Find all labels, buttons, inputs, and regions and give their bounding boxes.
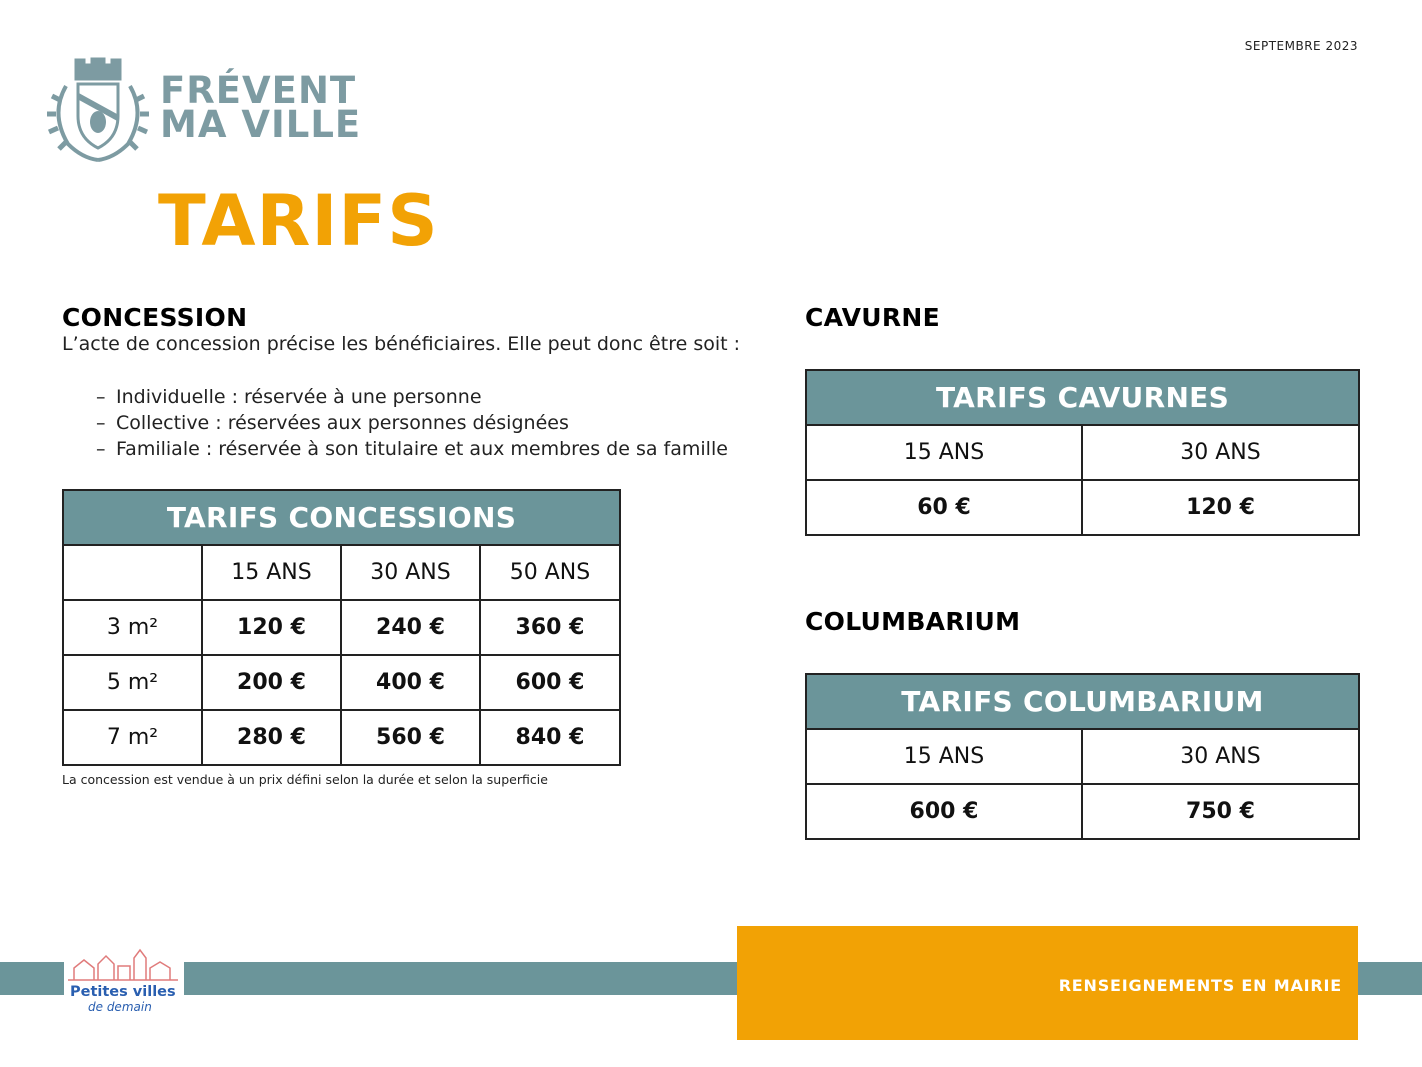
table-cell: 240 € [341, 600, 480, 655]
list-item: – Familiale : réservée à son titulaire et aux membres de sa famille [96, 438, 728, 460]
table-cell [63, 545, 202, 600]
table-header-row [806, 425, 1359, 480]
table-row [63, 710, 620, 765]
table-cell: 15 ANS [806, 729, 1082, 784]
table-header-row [806, 729, 1359, 784]
table-row [806, 784, 1359, 839]
table-cell: 600 € [480, 655, 620, 710]
coat-of-arms-icon [46, 56, 150, 166]
logo-line-1: FRÉVENT [160, 69, 357, 112]
logo-line-2: MA VILLE [160, 103, 362, 146]
table-cell: 120 € [1082, 480, 1359, 535]
cavurne-heading: CAVURNE [805, 303, 940, 332]
table-row [806, 480, 1359, 535]
table-row [63, 600, 620, 655]
concession-heading: CONCESSION [62, 303, 248, 332]
table-cell: 15 ANS [202, 545, 341, 600]
concession-types-list [96, 384, 728, 462]
page-title: TARIFS [158, 180, 439, 262]
table-cell: 3 m² [63, 600, 202, 655]
columbarium-heading: COLUMBARIUM [805, 607, 1021, 636]
table-cell: 600 € [806, 784, 1082, 839]
info-text: RENSEIGNEMENTS EN MAIRIE [1058, 976, 1342, 995]
village-icon [64, 946, 184, 986]
table-cell: 360 € [480, 600, 620, 655]
town-logo [46, 56, 362, 166]
list-item: – Collective : réservées aux personnes désignées [96, 412, 569, 434]
table-cell: 15 ANS [806, 425, 1082, 480]
table-cell: 5 m² [63, 655, 202, 710]
table-cell: 7 m² [63, 710, 202, 765]
table-cell: 560 € [341, 710, 480, 765]
concession-intro: L’acte de concession précise les bénéficiaires. Elle peut donc être soit : [62, 333, 741, 355]
partner-line-1: Petites villes [70, 984, 176, 1000]
table-title: TARIFS CAVURNES [806, 370, 1359, 425]
table-cell: 120 € [202, 600, 341, 655]
table-cell: 200 € [202, 655, 341, 710]
table-row [63, 655, 620, 710]
concession-footnote: La concession est vendue à un prix défini selon la durée et selon la superficie [62, 772, 548, 787]
columbarium-table [805, 673, 1360, 840]
table-cell: 30 ANS [1082, 729, 1359, 784]
petites-villes-logo [64, 946, 184, 1026]
table-cell: 60 € [806, 480, 1082, 535]
document-date: SEPTEMBRE 2023 [1244, 39, 1358, 53]
table-cell: 30 ANS [341, 545, 480, 600]
cavurnes-table [805, 369, 1360, 536]
table-title: TARIFS COLUMBARIUM [806, 674, 1359, 729]
table-title: TARIFS CONCESSIONS [63, 490, 620, 545]
table-cell: 30 ANS [1082, 425, 1359, 480]
table-cell: 750 € [1082, 784, 1359, 839]
table-cell: 400 € [341, 655, 480, 710]
concessions-table [62, 489, 621, 766]
info-box [737, 926, 1358, 1040]
table-cell: 280 € [202, 710, 341, 765]
table-cell: 50 ANS [480, 545, 620, 600]
list-item: – Individuelle : réservée à une personne [96, 386, 482, 408]
partner-line-2: de demain [88, 1000, 152, 1014]
table-header-row [63, 545, 620, 600]
table-cell: 840 € [480, 710, 620, 765]
